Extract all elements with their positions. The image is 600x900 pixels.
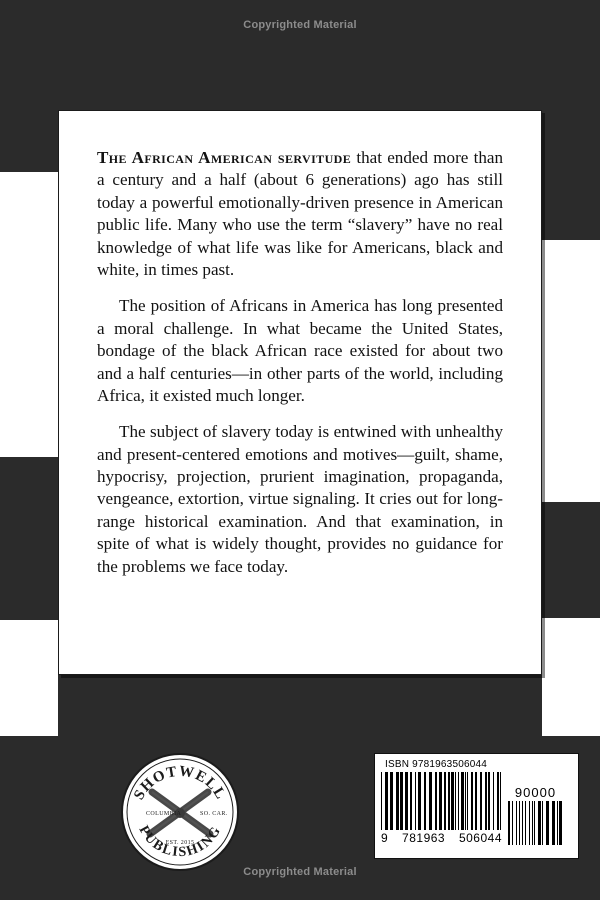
svg-text:EST. 2015: EST. 2015	[165, 840, 195, 846]
price-addon-bars	[508, 801, 563, 845]
svg-text:SO. CAR.: SO. CAR.	[200, 811, 228, 817]
blurb-lead-small-caps: The African American servitude	[97, 148, 352, 167]
copyrighted-material-banner-top: Copyrighted Material	[243, 19, 357, 31]
copyrighted-material-banner-bottom: Copyrighted Material	[243, 866, 357, 878]
blurb-paragraph-1-body: that ended more than a century and a half (about 6 generations) ago has still today a powerful emotionally-driven presence in American public life. Many who use the term “slavery” have no real knowledge of what life was like for Americans, black and white, in times past.	[97, 148, 503, 279]
ean13-digits	[381, 831, 502, 845]
isbn-label: ISBN 9781963506044	[385, 759, 488, 770]
svg-text:PUBLISHING: PUBLISHING	[135, 823, 225, 861]
decorative-band-right-upper	[542, 240, 600, 502]
decorative-band-right-lower	[542, 618, 600, 736]
blurb-paragraph-2: The position of Africans in America has long presented a moral challenge. In what became the United States, bondage of the black African race existed for about two and a half centuries—in other parts of the world, including Africa, it existed much longer.	[97, 296, 503, 405]
ean13-bars	[381, 772, 502, 830]
publisher-logo	[120, 752, 240, 872]
blurb-paragraph-3: The subject of slavery today is entwined with unhealthy and present-centered emotions and motives—guilt, shame, hypocrisy, projection, prurient imagination, propaganda, vengeance, extortion, virtue signaling. It cries out for long-range historical examination. And that examination, in spite of what is widely thought, provides no guidance for the problems we face today.	[97, 422, 503, 576]
ean-group-2: 781963	[402, 831, 446, 845]
blurb-paragraph-1	[97, 147, 503, 281]
price-addon-digits: 90000	[514, 785, 557, 800]
blurb-panel	[58, 110, 542, 675]
ean-group-3: 506044	[458, 831, 502, 845]
price-addon-barcode	[508, 785, 563, 845]
svg-text:COLUMBIA: COLUMBIA	[146, 811, 182, 817]
svg-text:SHOTWELL: SHOTWELL	[131, 763, 229, 803]
ean-group-1: 9	[381, 831, 389, 845]
isbn-barcode	[374, 753, 579, 859]
ean13-barcode-graphic	[381, 772, 502, 845]
decorative-band-left-upper	[0, 172, 58, 457]
decorative-band-left-lower	[0, 620, 58, 736]
